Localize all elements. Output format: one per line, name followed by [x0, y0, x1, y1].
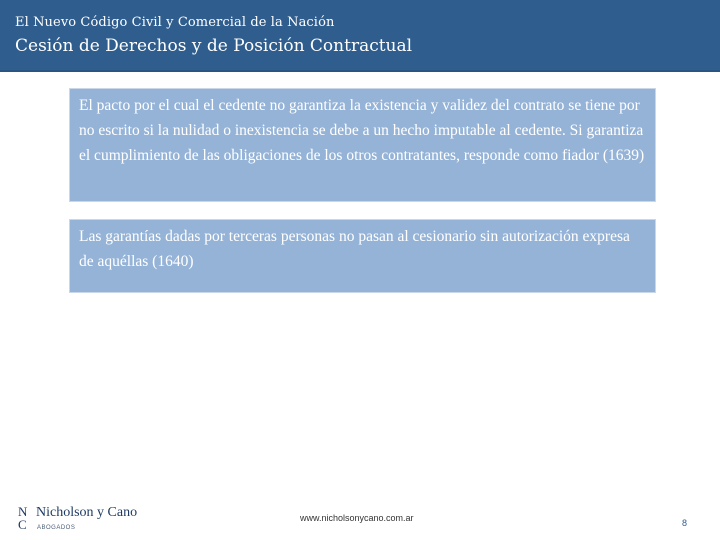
logo-initial-top: N — [18, 504, 28, 519]
website-url: www.nicholsonycano.com.ar — [300, 513, 414, 523]
header-bar — [0, 0, 720, 72]
paragraph-1: El pacto por el cual el cedente no garantiza la existencia y validez del contrato se tiene por no escrito si la nulidad o inexistencia se debe a un hecho imputable al cedente. Si garantiza el cumplimiento de las obligaciones de los otros contratantes, responde como fiador (1639) — [79, 97, 645, 164]
firm-logo — [18, 505, 158, 535]
slide-title: Cesión de Derechos y de Posición Contractual — [15, 36, 413, 56]
content-box-2 — [70, 220, 655, 292]
logo-name: Nicholson y Cano — [36, 505, 138, 520]
paragraph-2: Las garantías dadas por terceras personas no pasan al cesionario sin autorización expresa de aquéllas (1640) — [79, 228, 630, 270]
logo-subtitle: ABOGADOS — [37, 525, 76, 531]
page-number: 8 — [682, 518, 688, 528]
content-box-1 — [70, 89, 655, 201]
logo-monogram — [18, 505, 32, 535]
presentation-supertitle: El Nuevo Código Civil y Comercial de la Nación — [15, 15, 335, 30]
logo-initial-bottom: C — [18, 517, 27, 532]
